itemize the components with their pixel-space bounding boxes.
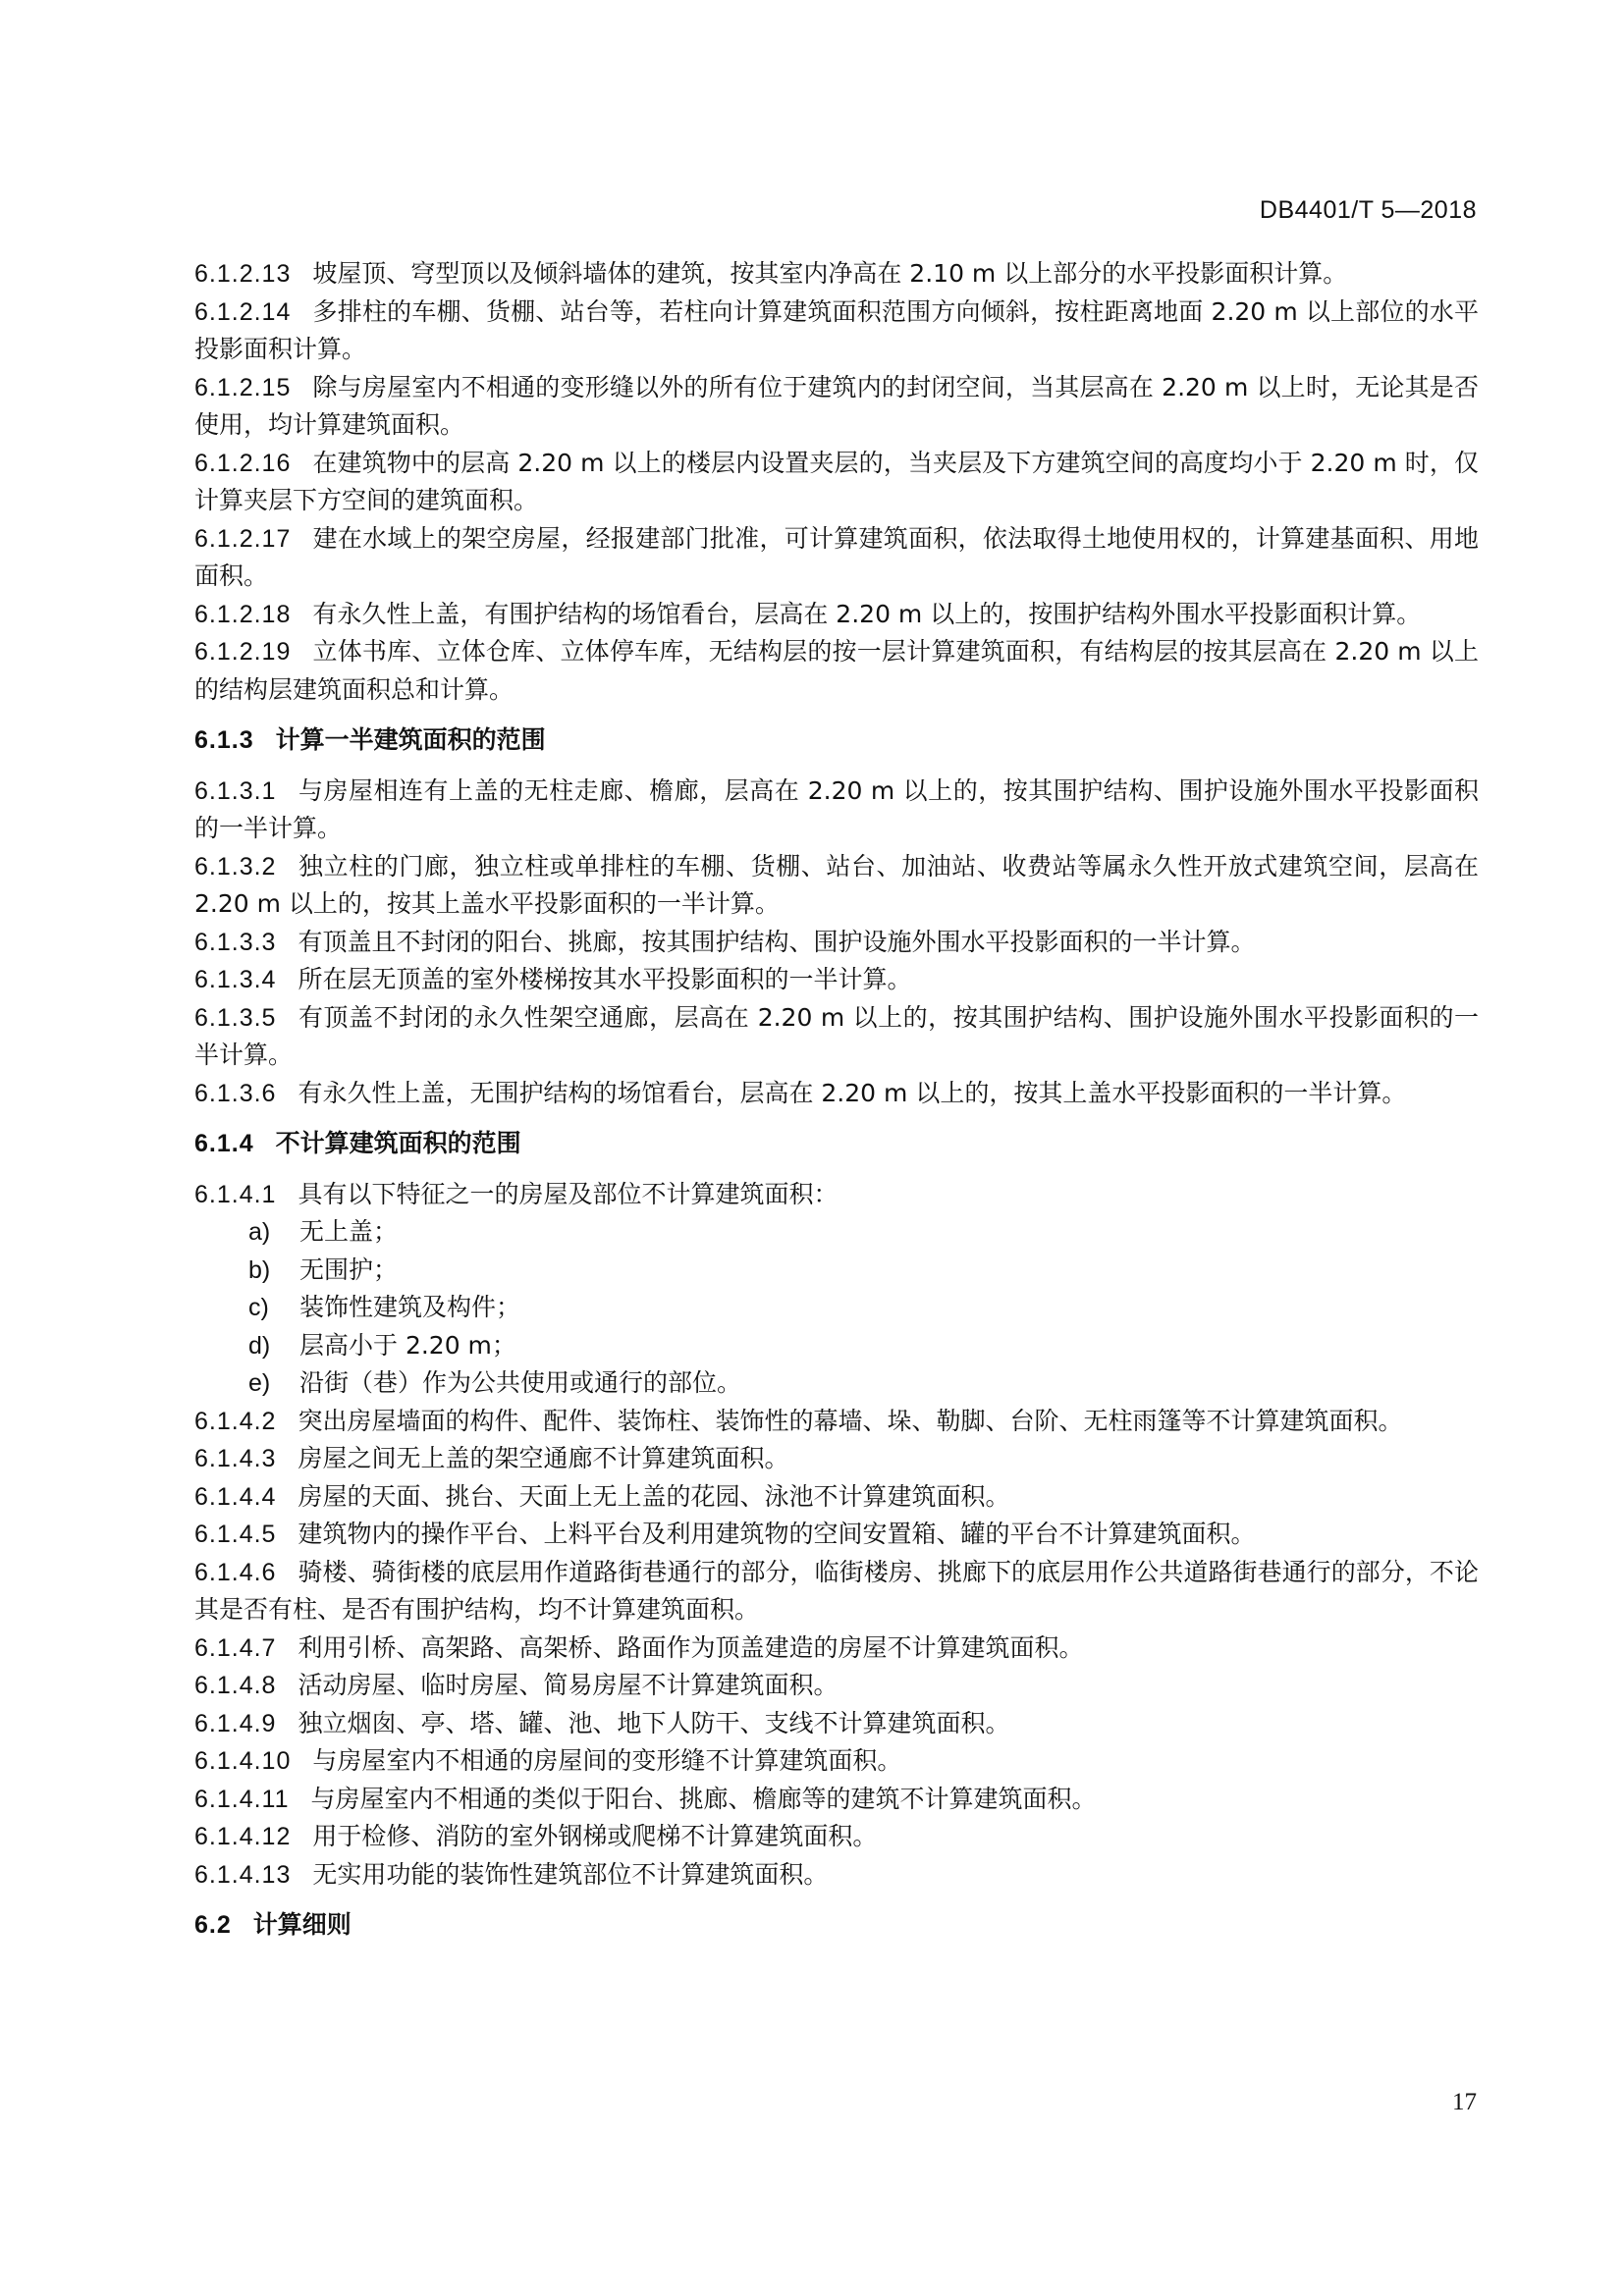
section-number: 6.1.3	[194, 726, 254, 754]
clause-number: 6.1.4.8	[194, 1672, 277, 1699]
clause-paragraph	[194, 1075, 1479, 1113]
clause-number: 6.1.4.10	[194, 1747, 292, 1775]
section-heading	[194, 1125, 1479, 1163]
clause-number: 6.1.4.9	[194, 1709, 277, 1737]
document-id: DB4401/T 5—2018	[1259, 196, 1477, 224]
clause-paragraph	[194, 520, 1479, 596]
clause-paragraph	[194, 445, 1479, 520]
clause-text: 有顶盖且不封闭的阳台、挑廊，按其围护结构、围护设施外围水平投影面积的一半计算。	[298, 927, 1256, 956]
clause-number: 6.1.3.4	[194, 966, 277, 993]
clause-paragraph	[194, 1667, 1479, 1705]
list-item	[248, 1364, 1479, 1403]
clause-number: 6.1.2.13	[194, 260, 292, 288]
clause-paragraph	[194, 1176, 1479, 1214]
section-number: 6.1.4	[194, 1130, 254, 1157]
clause-text: 有永久性上盖，无围护结构的场馆看台，层高在 2.20 m 以上的，按其上盖水平投影面积的一半计算。	[298, 1078, 1407, 1107]
document-body	[194, 255, 1479, 1957]
clause-paragraph	[194, 1516, 1479, 1554]
clause-text: 在建筑物中的层高 2.20 m 以上的楼层内设置夹层的，当夹层及下方建筑空间的高度均小于 2.20 m 时，仅计算夹层下方空间的建筑面积。	[194, 448, 1479, 514]
clause-paragraph	[194, 1554, 1479, 1629]
list-marker: e)	[248, 1369, 271, 1397]
clause-text: 除与房屋室内不相通的变形缝以外的所有位于建筑内的封闭空间，当其层高在 2.20 m 以上时，无论其是否使用，均计算建筑面积。	[194, 372, 1479, 439]
clause-number: 6.1.4.7	[194, 1633, 277, 1662]
clause-paragraph	[194, 633, 1479, 709]
clause-number: 6.1.4.1	[194, 1180, 277, 1208]
section-title: 计算细则	[252, 1910, 352, 1939]
clause-number: 6.1.3.2	[194, 852, 277, 881]
clause-number: 6.1.4.11	[194, 1785, 290, 1813]
clause-number: 6.1.3.3	[194, 928, 277, 956]
clause-text: 与房屋相连有上盖的无柱走廊、檐廊，层高在 2.20 m 以上的，按其围护结构、围护设施外围水平投影面积的一半计算。	[194, 775, 1479, 842]
clause-paragraph	[194, 848, 1479, 924]
list-marker: d)	[248, 1331, 271, 1360]
clause-text: 无实用功能的装饰性建筑部位不计算建筑面积。	[312, 1859, 829, 1889]
clause-text: 多排柱的车棚、货棚、站台等，若柱向计算建筑面积范围方向倾斜，按柱距离地面 2.20 m 以上部位的水平投影面积计算。	[194, 296, 1479, 363]
clause-text: 有永久性上盖，有围护结构的场馆看台，层高在 2.20 m 以上的，按围护结构外围水平投影面积计算。	[312, 599, 1422, 628]
clause-text: 独立柱的门廊，独立柱或单排柱的车棚、货棚、站台、加油站、收费站等属永久性开放式建筑空间，层高在 2.20 m 以上的，按其上盖水平投影面积的一半计算。	[194, 851, 1479, 918]
clause-number: 6.1.3.6	[194, 1079, 277, 1107]
clause-number: 6.1.4.13	[194, 1860, 292, 1889]
clause-text: 与房屋室内不相通的房屋间的变形缝不计算建筑面积。	[312, 1746, 902, 1775]
clause-text: 建筑物内的操作平台、上料平台及利用建筑物的空间安置箱、罐的平台不计算建筑面积。	[298, 1520, 1256, 1548]
clause-paragraph	[194, 1629, 1479, 1668]
clause-number: 6.1.4.4	[194, 1482, 277, 1511]
clause-text: 坡屋顶、穹型顶以及倾斜墙体的建筑，按其室内净高在 2.10 m 以上部分的水平投影面积计算。	[312, 259, 1348, 288]
clause-number: 6.1.4.3	[194, 1445, 277, 1472]
clause-text: 房屋之间无上盖的架空通廊不计算建筑面积。	[298, 1444, 789, 1472]
clause-paragraph	[194, 1818, 1479, 1856]
clause-text: 所在层无顶盖的室外楼梯按其水平投影面积的一半计算。	[298, 965, 912, 993]
section-heading	[194, 721, 1479, 760]
clause-number: 6.1.4.12	[194, 1823, 292, 1850]
clause-paragraph	[194, 596, 1479, 634]
list-item-text: 无围护；	[299, 1255, 399, 1284]
clause-text: 有顶盖不封闭的永久性架空通廊，层高在 2.20 m 以上的，按其围护结构、围护设施外围水平投影面积的一半计算。	[194, 1002, 1479, 1069]
clause-text: 建在水域上的架空房屋，经报建部门批准，可计算建筑面积，依法取得土地使用权的，计算建基面积、用地面积。	[194, 523, 1479, 590]
clause-paragraph	[194, 961, 1479, 999]
clause-paragraph	[194, 255, 1479, 294]
list-item-text: 沿街（巷）作为公共使用或通行的部位。	[299, 1368, 742, 1397]
list-marker: c)	[248, 1294, 269, 1321]
clause-number: 6.1.4.5	[194, 1521, 277, 1548]
clause-paragraph	[194, 294, 1479, 369]
list-item-text: 层高小于 2.20 m；	[299, 1330, 516, 1360]
clause-text: 骑楼、骑街楼的底层用作道路街巷通行的部分，临街楼房、挑廊下的底层用作公共道路街巷通行的部分，不论其是否有柱、是否有围护结构，均不计算建筑面积。	[194, 1557, 1479, 1624]
clause-text: 突出房屋墙面的构件、配件、装饰柱、装饰性的幕墙、垛、勒脚、台阶、无柱雨篷等不计算建筑面积。	[298, 1406, 1403, 1435]
clause-number: 6.1.2.19	[194, 638, 292, 666]
clause-number: 6.1.2.14	[194, 297, 292, 326]
clause-paragraph	[194, 1742, 1479, 1781]
clause-paragraph	[194, 773, 1479, 848]
clause-paragraph	[194, 924, 1479, 962]
clause-paragraph	[194, 999, 1479, 1075]
list-marker: a)	[248, 1218, 271, 1246]
list-item-text: 无上盖；	[299, 1217, 399, 1246]
clause-number: 6.1.4.2	[194, 1407, 277, 1435]
list-marker: b)	[248, 1255, 271, 1284]
clause-number: 6.1.2.15	[194, 373, 292, 401]
page-number: 17	[1452, 2089, 1477, 2115]
list-item-text: 装饰性建筑及构件；	[299, 1293, 521, 1321]
clause-text: 独立烟囱、亭、塔、罐、池、地下人防干、支线不计算建筑面积。	[298, 1708, 1010, 1737]
section-heading	[194, 1906, 1479, 1945]
list-item	[248, 1213, 1479, 1252]
clause-paragraph	[194, 1705, 1479, 1743]
clause-number: 6.1.3.1	[194, 776, 277, 805]
clause-number: 6.1.2.16	[194, 449, 292, 477]
clause-paragraph	[194, 1856, 1479, 1895]
section-title: 计算一半建筑面积的范围	[275, 725, 546, 754]
clause-text: 用于检修、消防的室外钢梯或爬梯不计算建筑面积。	[312, 1822, 878, 1850]
clause-paragraph	[194, 1781, 1479, 1819]
clause-number: 6.1.3.5	[194, 1003, 277, 1032]
clause-paragraph	[194, 1440, 1479, 1478]
clause-text: 利用引桥、高架路、高架桥、路面作为顶盖建造的房屋不计算建筑面积。	[298, 1632, 1084, 1662]
list-item	[248, 1252, 1479, 1290]
clause-number: 6.1.4.6	[194, 1558, 277, 1586]
clause-paragraph	[194, 1403, 1479, 1441]
clause-paragraph	[194, 1478, 1479, 1517]
section-title: 不计算建筑面积的范围	[275, 1129, 521, 1157]
section-number: 6.2	[194, 1911, 232, 1939]
clause-text: 具有以下特征之一的房屋及部位不计算建筑面积：	[298, 1179, 839, 1208]
clause-paragraph	[194, 369, 1479, 445]
list-item	[248, 1327, 1479, 1365]
clause-text: 立体书库、立体仓库、立体停车库，无结构层的按一层计算建筑面积，有结构层的按其层高在 2.20 m 以上的结构层建筑面积总和计算。	[194, 637, 1479, 704]
clause-text: 活动房屋、临时房屋、简易房屋不计算建筑面积。	[298, 1671, 839, 1699]
list-item	[248, 1289, 1479, 1327]
clause-text: 房屋的天面、挑台、天面上无上盖的花园、泳池不计算建筑面积。	[298, 1481, 1010, 1511]
clause-number: 6.1.2.18	[194, 600, 292, 628]
clause-text: 与房屋室内不相通的类似于阳台、挑廊、檐廊等的建筑不计算建筑面积。	[310, 1784, 1097, 1813]
clause-number: 6.1.2.17	[194, 524, 292, 553]
